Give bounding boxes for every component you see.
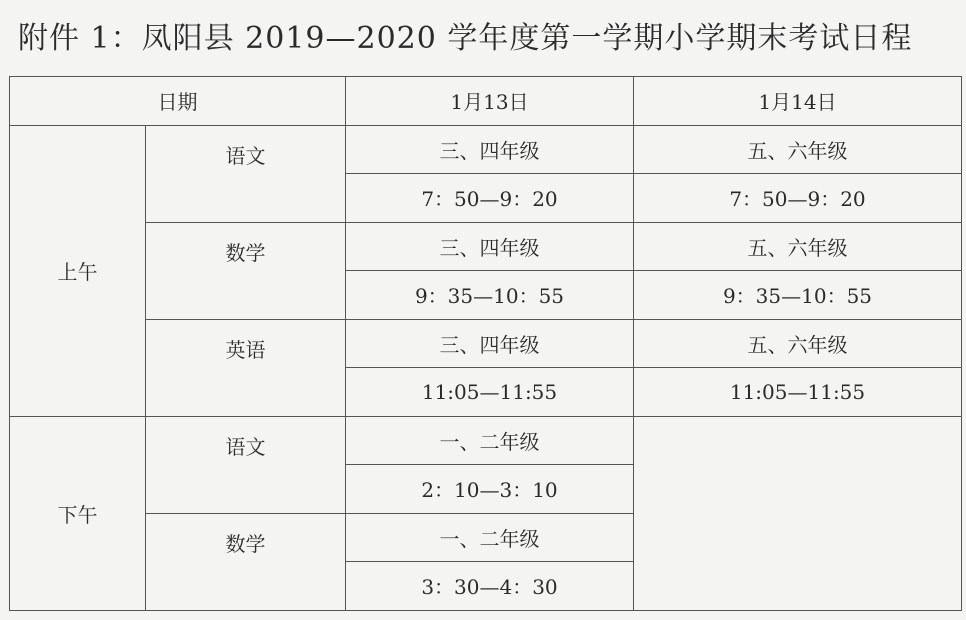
day1-grade-cell: 一、二年级 [346,416,634,465]
day2-time-cell: 11:05—11:55 [634,368,962,417]
day1-grade-cell: 三、四年级 [346,222,634,271]
table-row [10,416,962,465]
subject-cell: 语文 [146,125,346,222]
day1-time-cell: 9：35—10：55 [346,271,634,320]
day1-grade-cell: 三、四年级 [346,125,634,174]
header-row [10,77,962,126]
day1-grade-cell: 一、二年级 [346,513,634,562]
day1-time-cell: 7：50—9：20 [346,174,634,223]
day2-grade-cell: 五、六年级 [634,125,962,174]
day2-grade-cell: 五、六年级 [634,319,962,368]
day2-time-cell: 9：35—10：55 [634,271,962,320]
date-header-cell: 日期 [10,77,346,126]
subject-cell: 语文 [146,416,346,513]
day1-time-cell: 3：30—4：30 [346,562,634,611]
subject-cell: 数学 [146,513,346,610]
day1-time-cell: 11:05—11:55 [346,368,634,417]
document-title: 附件 1：凤阳县 2019—2020 学年度第一学期小学期末考试日程 [18,21,913,56]
afternoon-period-cell: 下午 [10,416,146,610]
day1-grade-cell: 三、四年级 [346,319,634,368]
day2-header-cell: 1月14日 [634,77,962,126]
subject-cell: 数学 [146,222,346,319]
subject-cell: 英语 [146,319,346,416]
morning-period-cell: 上午 [10,125,146,416]
day2-afternoon-empty-cell [634,416,962,610]
day2-time-cell: 7：50—9：20 [634,174,962,223]
day2-grade-cell: 五、六年级 [634,222,962,271]
table-row [10,222,962,271]
table-row [10,319,962,368]
exam-schedule-table [9,76,962,611]
day1-time-cell: 2：10—3：10 [346,465,634,514]
table-row [10,125,962,174]
day1-header-cell: 1月13日 [346,77,634,126]
